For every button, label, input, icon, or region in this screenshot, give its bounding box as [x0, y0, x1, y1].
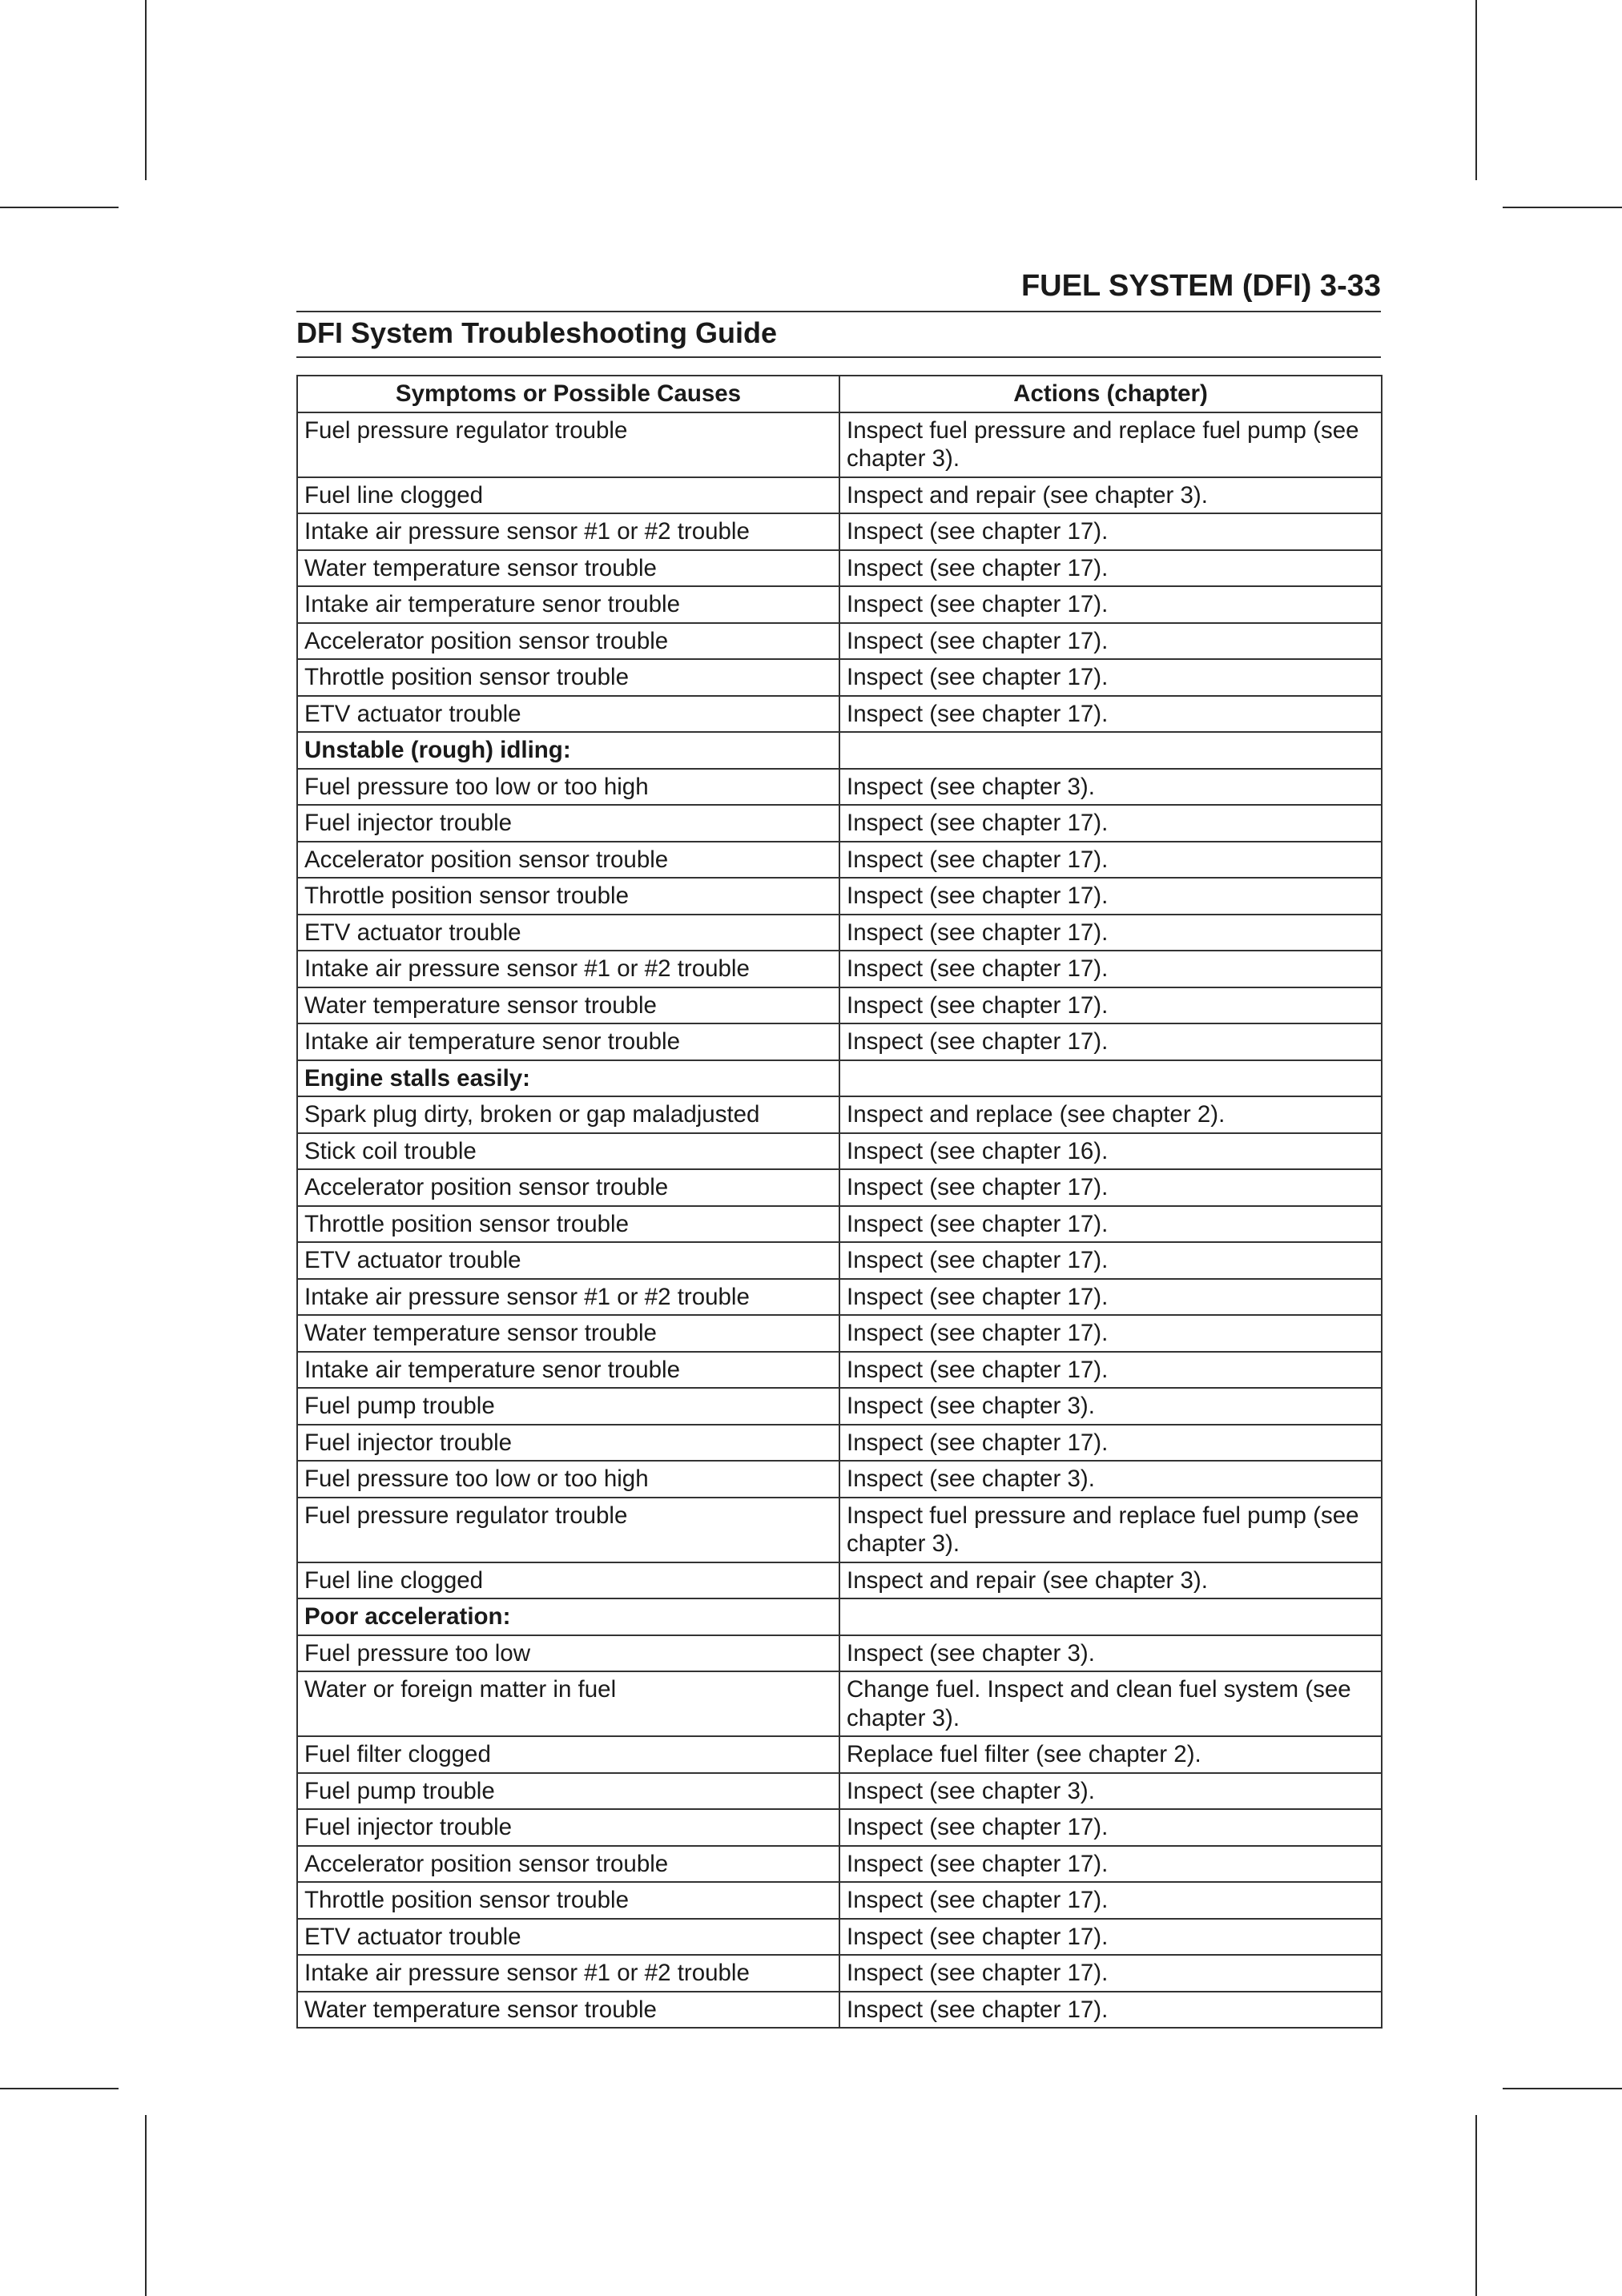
action-cell: Inspect (see chapter 17). [839, 1919, 1382, 1956]
table-row [297, 1846, 1382, 1883]
table-row [297, 1133, 1382, 1170]
table-row [297, 1635, 1382, 1672]
cause-cell: Fuel injector trouble [297, 1425, 839, 1462]
cause-cell: Fuel pump trouble [297, 1773, 839, 1810]
action-cell: Inspect (see chapter 17). [839, 1955, 1382, 1992]
page-header [296, 266, 1381, 312]
table-row [297, 623, 1382, 660]
column-header-causes: Symptoms or Possible Causes [297, 376, 839, 412]
cause-cell: Throttle position sensor trouble [297, 1206, 839, 1243]
crop-mark [0, 2088, 119, 2089]
action-cell: Inspect fuel pressure and replace fuel pump (see chapter 3). [839, 412, 1382, 477]
action-cell: Inspect (see chapter 3). [839, 1461, 1382, 1498]
chapter-title: FUEL SYSTEM (DFI) 3-33 [1020, 269, 1381, 303]
cause-cell: Fuel pump trouble [297, 1388, 839, 1425]
action-cell: Inspect (see chapter 17). [839, 586, 1382, 623]
action-cell: Inspect (see chapter 17). [839, 659, 1382, 696]
cause-cell: Spark plug dirty, broken or gap maladjusted [297, 1096, 839, 1133]
crop-mark [1475, 2115, 1477, 2296]
table-row [297, 1425, 1382, 1462]
table-row [297, 1773, 1382, 1810]
cause-cell: Intake air temperature senor trouble [297, 586, 839, 623]
table-row [297, 1955, 1382, 1992]
table-row [297, 1242, 1382, 1279]
cause-cell: Fuel injector trouble [297, 805, 839, 842]
action-cell: Inspect and repair (see chapter 3). [839, 477, 1382, 514]
table-row [297, 1023, 1382, 1060]
crop-mark [0, 207, 119, 208]
symptom-group-row [297, 1060, 1382, 1097]
table-row [297, 769, 1382, 806]
table-row [297, 1096, 1382, 1133]
cause-cell: Fuel pressure too low or too high [297, 1461, 839, 1498]
column-header-actions: Actions (chapter) [839, 376, 1382, 412]
cause-cell: Water or foreign matter in fuel [297, 1671, 839, 1736]
table-row [297, 1736, 1382, 1773]
symptom-heading: Unstable (rough) idling: [297, 732, 839, 769]
table-row [297, 987, 1382, 1024]
crop-mark [1475, 0, 1477, 180]
action-cell [839, 1060, 1382, 1097]
table-row [297, 550, 1382, 587]
table-header-row [297, 376, 1382, 412]
action-cell: Inspect (see chapter 17). [839, 1206, 1382, 1243]
symptom-group-row [297, 732, 1382, 769]
action-cell: Inspect fuel pressure and replace fuel pump (see chapter 3). [839, 1498, 1382, 1562]
action-cell: Inspect (see chapter 17). [839, 915, 1382, 951]
cause-cell: Water temperature sensor trouble [297, 1992, 839, 2029]
table-row [297, 1498, 1382, 1562]
action-cell: Inspect (see chapter 17). [839, 513, 1382, 550]
action-cell: Inspect (see chapter 17). [839, 842, 1382, 879]
cause-cell: Fuel pressure regulator trouble [297, 1498, 839, 1562]
action-cell [839, 1598, 1382, 1635]
table-row [297, 915, 1382, 951]
action-cell: Inspect and replace (see chapter 2). [839, 1096, 1382, 1133]
action-cell: Inspect (see chapter 17). [839, 696, 1382, 733]
cause-cell: ETV actuator trouble [297, 1919, 839, 1956]
cause-cell: ETV actuator trouble [297, 1242, 839, 1279]
symptom-heading: Engine stalls easily: [297, 1060, 839, 1097]
table-row [297, 696, 1382, 733]
action-cell: Inspect (see chapter 17). [839, 1279, 1382, 1316]
table-row [297, 1352, 1382, 1389]
table-row [297, 805, 1382, 842]
symptom-group-row [297, 1598, 1382, 1635]
action-cell: Change fuel. Inspect and clean fuel system (see chapter 3). [839, 1671, 1382, 1736]
action-cell: Inspect (see chapter 17). [839, 805, 1382, 842]
cause-cell: Water temperature sensor trouble [297, 1315, 839, 1352]
cause-cell: Fuel line clogged [297, 477, 839, 514]
action-cell: Inspect (see chapter 17). [839, 1315, 1382, 1352]
cause-cell: Throttle position sensor trouble [297, 659, 839, 696]
action-cell [839, 732, 1382, 769]
action-cell: Inspect (see chapter 3). [839, 1635, 1382, 1672]
table-row [297, 951, 1382, 987]
section-title [296, 314, 1381, 358]
action-cell: Inspect (see chapter 17). [839, 1425, 1382, 1462]
action-cell: Inspect (see chapter 17). [839, 1169, 1382, 1206]
cause-cell: Water temperature sensor trouble [297, 550, 839, 587]
table-row [297, 1882, 1382, 1919]
cause-cell: Accelerator position sensor trouble [297, 623, 839, 660]
table-row [297, 477, 1382, 514]
table-row [297, 412, 1382, 477]
cause-cell: Intake air pressure sensor #1 or #2 trouble [297, 1279, 839, 1316]
action-cell: Inspect (see chapter 17). [839, 1846, 1382, 1883]
action-cell: Inspect (see chapter 17). [839, 1882, 1382, 1919]
action-cell: Inspect (see chapter 17). [839, 987, 1382, 1024]
cause-cell: Throttle position sensor trouble [297, 878, 839, 915]
cause-cell: Water temperature sensor trouble [297, 987, 839, 1024]
action-cell: Replace fuel filter (see chapter 2). [839, 1736, 1382, 1773]
table-row [297, 1562, 1382, 1599]
symptom-heading: Poor acceleration: [297, 1598, 839, 1635]
cause-cell: Fuel pressure too low [297, 1635, 839, 1672]
cause-cell: ETV actuator trouble [297, 915, 839, 951]
cause-cell: Fuel line clogged [297, 1562, 839, 1599]
action-cell: Inspect (see chapter 17). [839, 1242, 1382, 1279]
action-cell: Inspect (see chapter 3). [839, 769, 1382, 806]
action-cell: Inspect (see chapter 17). [839, 550, 1382, 587]
table-row [297, 1461, 1382, 1498]
table-row [297, 842, 1382, 879]
action-cell: Inspect (see chapter 17). [839, 1809, 1382, 1846]
table-row [297, 513, 1382, 550]
crop-mark [145, 2115, 147, 2296]
action-cell: Inspect (see chapter 17). [839, 1352, 1382, 1389]
table-row [297, 1992, 1382, 2029]
cause-cell: Throttle position sensor trouble [297, 1882, 839, 1919]
troubleshooting-table [296, 375, 1383, 2029]
crop-mark [1503, 207, 1622, 208]
section-title-text: DFI System Troubleshooting Guide [296, 316, 778, 349]
cause-cell: Fuel pressure too low or too high [297, 769, 839, 806]
action-cell: Inspect (see chapter 17). [839, 1992, 1382, 2029]
table-row [297, 1388, 1382, 1425]
table-row [297, 1671, 1382, 1736]
cause-cell: Intake air temperature senor trouble [297, 1023, 839, 1060]
action-cell: Inspect (see chapter 17). [839, 1023, 1382, 1060]
table-row [297, 1315, 1382, 1352]
cause-cell: Accelerator position sensor trouble [297, 1169, 839, 1206]
table-row [297, 1169, 1382, 1206]
table-row [297, 1919, 1382, 1956]
table-row [297, 659, 1382, 696]
action-cell: Inspect (see chapter 16). [839, 1133, 1382, 1170]
table-row [297, 1206, 1382, 1243]
cause-cell: Intake air pressure sensor #1 or #2 trouble [297, 951, 839, 987]
cause-cell: Intake air temperature senor trouble [297, 1352, 839, 1389]
action-cell: Inspect (see chapter 17). [839, 623, 1382, 660]
cause-cell: Fuel filter clogged [297, 1736, 839, 1773]
cause-cell: Fuel injector trouble [297, 1809, 839, 1846]
cause-cell: Intake air pressure sensor #1 or #2 trouble [297, 1955, 839, 1992]
table-row [297, 1809, 1382, 1846]
table-row [297, 1279, 1382, 1316]
action-cell: Inspect (see chapter 17). [839, 951, 1382, 987]
cause-cell: Intake air pressure sensor #1 or #2 trouble [297, 513, 839, 550]
crop-mark [1503, 2088, 1622, 2089]
cause-cell: Fuel pressure regulator trouble [297, 412, 839, 477]
action-cell: Inspect (see chapter 3). [839, 1773, 1382, 1810]
action-cell: Inspect (see chapter 17). [839, 878, 1382, 915]
cause-cell: ETV actuator trouble [297, 696, 839, 733]
cause-cell: Stick coil trouble [297, 1133, 839, 1170]
table-row [297, 586, 1382, 623]
crop-mark [145, 0, 147, 180]
table-row [297, 878, 1382, 915]
cause-cell: Accelerator position sensor trouble [297, 842, 839, 879]
cause-cell: Accelerator position sensor trouble [297, 1846, 839, 1883]
action-cell: Inspect and repair (see chapter 3). [839, 1562, 1382, 1599]
action-cell: Inspect (see chapter 3). [839, 1388, 1382, 1425]
